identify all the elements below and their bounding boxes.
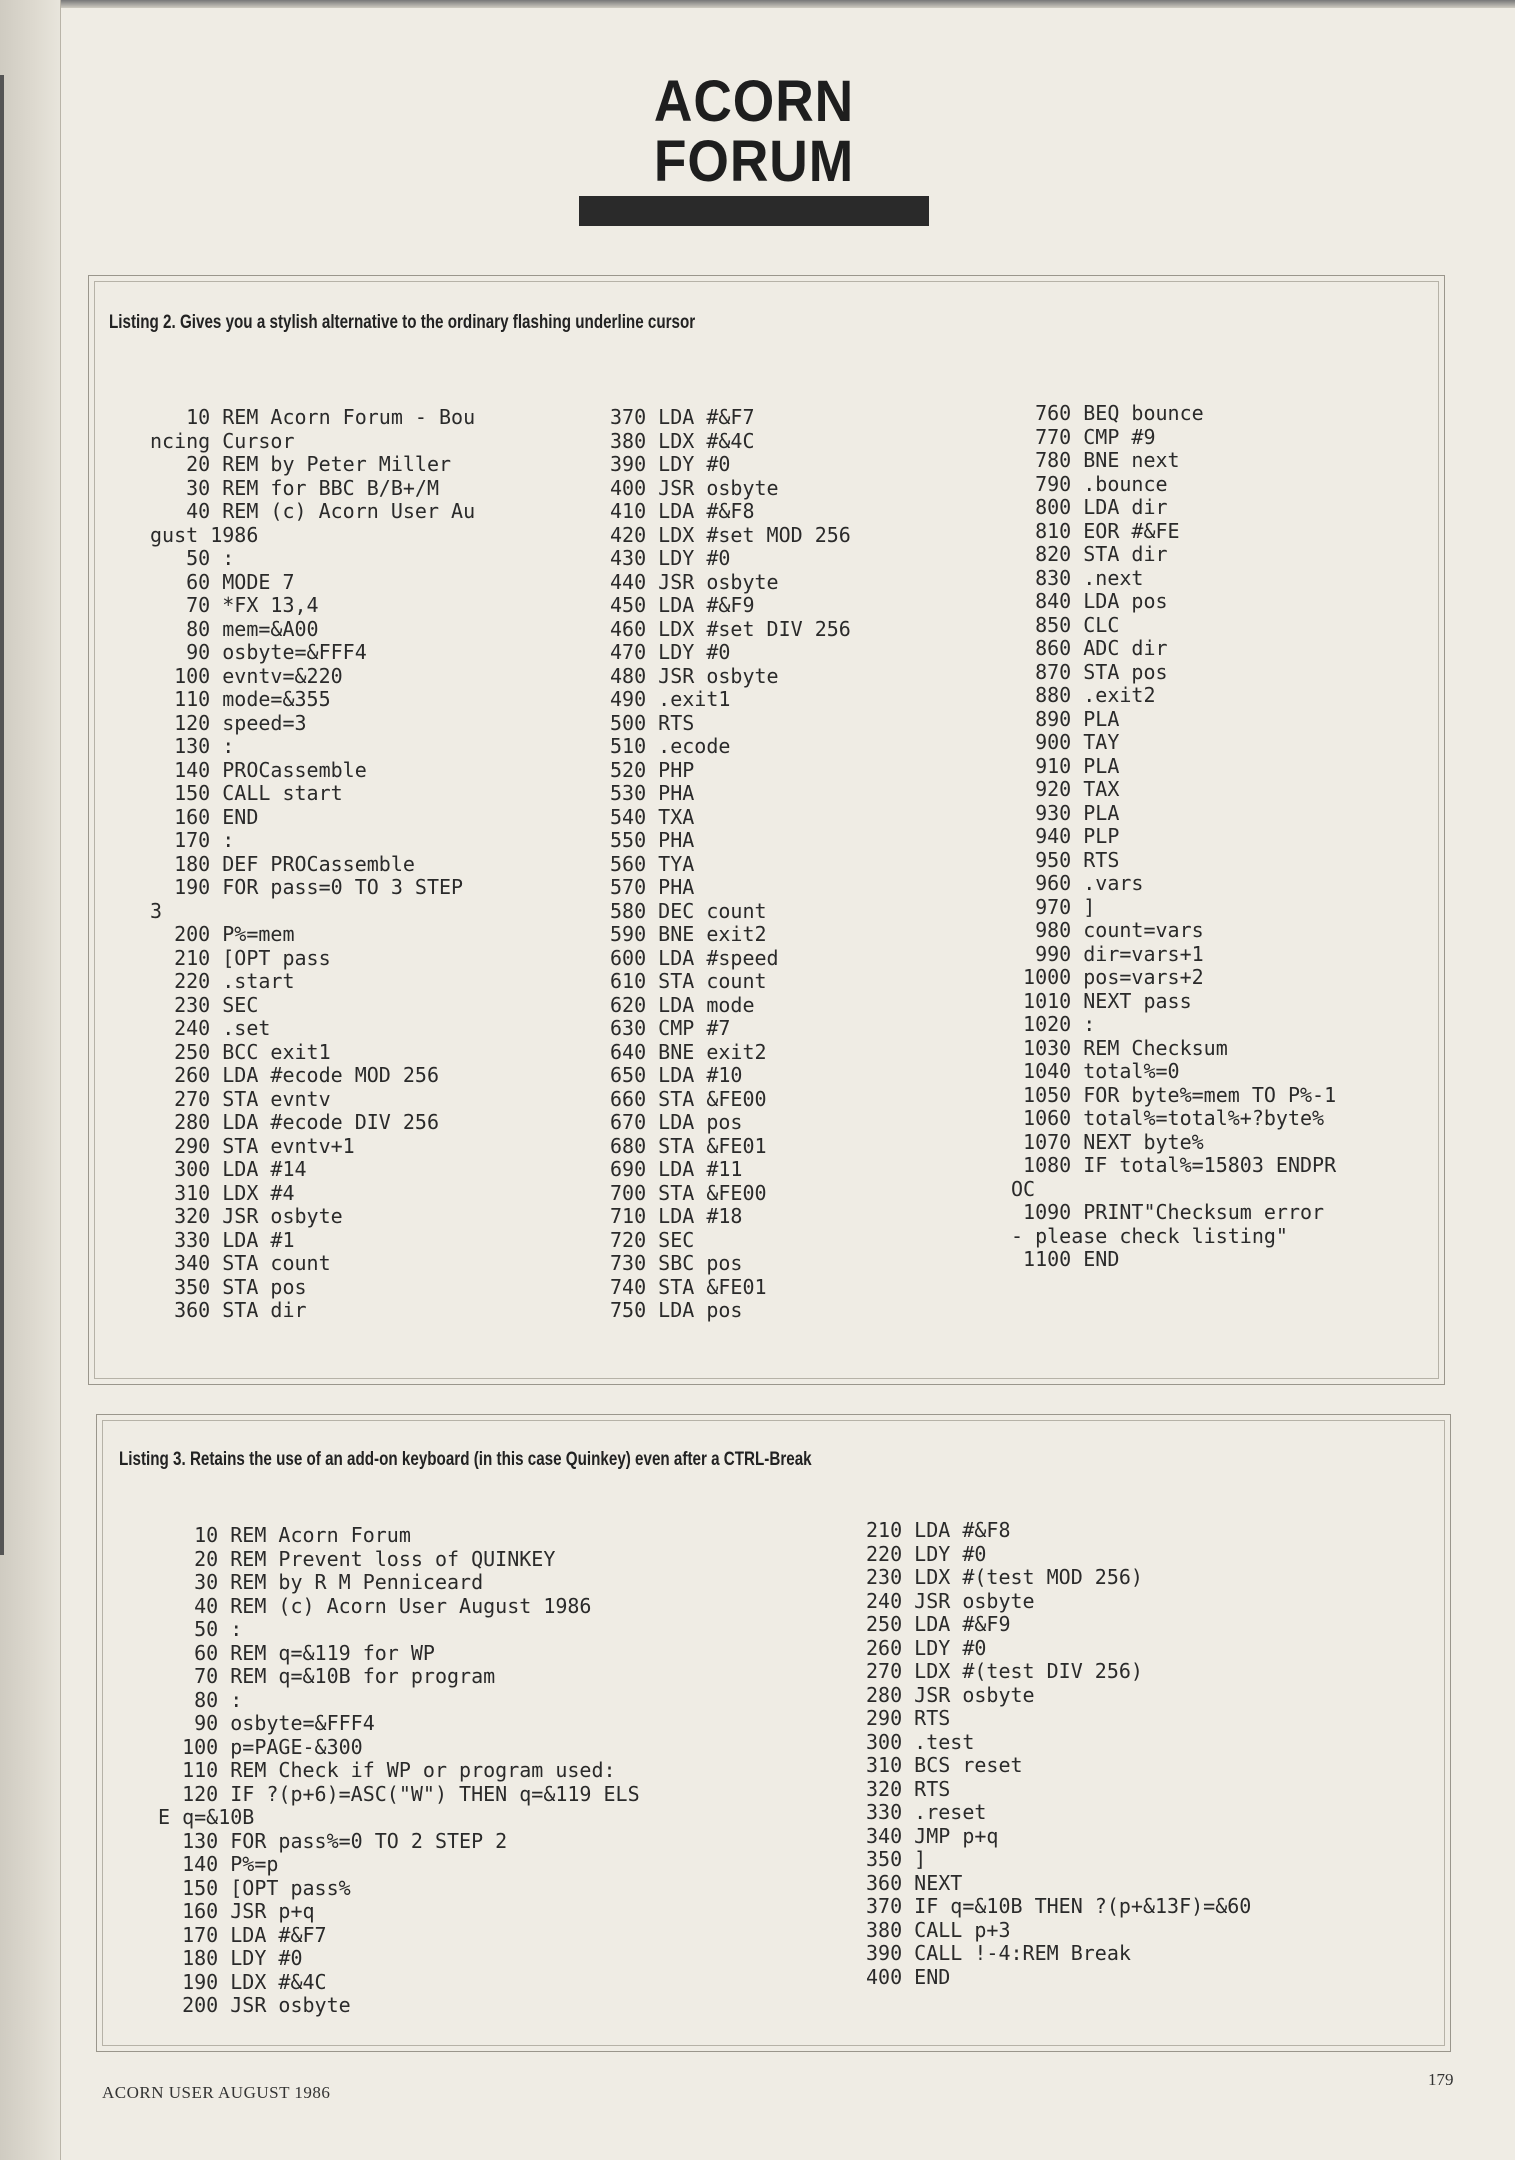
code-line: 660 STA &FE00 (610, 1086, 767, 1111)
code-line: 130 : (150, 734, 235, 758)
code-line: 260 LDY #0 (866, 1635, 987, 1660)
code-line: 260 LDA #ecode MOD 256 (150, 1063, 439, 1087)
code-line: 240 JSR osbyte (866, 1588, 1035, 1613)
code-line: 570 PHA (610, 875, 695, 899)
code-line: 820 STA dir (1011, 542, 1168, 566)
code-line: 390 CALL !-4:REM Break (866, 1941, 1131, 1965)
code-line: 700 STA &FE00 (610, 1180, 767, 1205)
code-line: 190 LDX #&4C (158, 1969, 327, 1994)
code-line: 540 TXA (610, 804, 695, 829)
code-line: 230 SEC (150, 992, 259, 1017)
code-line: 150 [OPT pass% (158, 1875, 351, 1900)
code-line: ncing Cursor (150, 428, 295, 453)
code-line: 380 LDX #&4C (610, 428, 755, 453)
code-line: 610 STA count (610, 969, 767, 993)
code-line: 740 STA &FE01 (610, 1274, 767, 1299)
code-line: 20 REM Prevent loss of QUINKEY (158, 1546, 556, 1571)
code-line: 170 : (150, 828, 235, 852)
code-line: 530 PHA (610, 781, 695, 805)
code-line: 230 LDX #(test MOD 256) (866, 1565, 1143, 1589)
code-line: 770 CMP #9 (1011, 424, 1156, 449)
code-line: 470 LDY #0 (610, 640, 731, 664)
code-line: 30 REM for BBC B/B+/M (150, 475, 439, 500)
listing-2-column-2 (610, 406, 851, 1323)
code-line: 330 LDA #1 (150, 1227, 295, 1252)
code-line: 970 ] (1011, 894, 1096, 919)
code-line: 420 LDX #set MOD 256 (610, 522, 851, 547)
code-line: 140 P%=p (158, 1852, 279, 1876)
code-line: 650 LDA #10 (610, 1063, 743, 1087)
code-line: 20 REM by Peter Miller (150, 452, 452, 476)
code-line: 410 LDA #&F8 (610, 499, 755, 523)
code-line: 1030 REM Checksum (1011, 1035, 1228, 1060)
code-line: 50 : (150, 546, 235, 570)
code-line: 450 LDA #&F9 (610, 593, 755, 617)
code-line: 990 dir=vars+1 (1011, 941, 1204, 966)
code-line: 550 PHA (610, 828, 695, 852)
code-line: 590 BNE exit2 (610, 922, 767, 946)
code-line: 70 REM q=&10B for program (158, 1664, 496, 1688)
code-line: 200 JSR osbyte (158, 1993, 351, 2017)
code-line: 50 : (158, 1617, 243, 1641)
code-line: 940 PLP (1011, 824, 1120, 848)
code-line: 440 JSR osbyte (610, 569, 779, 594)
code-line: 1060 total%=total%+?byte% (1011, 1106, 1325, 1130)
code-line: 320 JSR osbyte (150, 1204, 343, 1228)
code-line: 360 NEXT (866, 1870, 963, 1895)
listing-3-column-2 (866, 1519, 1251, 1989)
code-line: 340 JMP p+q (866, 1823, 999, 1848)
code-line: 690 LDA #11 (610, 1157, 743, 1181)
masthead (579, 69, 929, 226)
code-line: 110 mode=&355 (150, 687, 331, 711)
code-line: 160 END (150, 804, 259, 829)
code-line: E q=&10B (158, 1805, 255, 1829)
code-line: 870 STA pos (1011, 659, 1168, 684)
code-line: 380 CALL p+3 (866, 1917, 1011, 1942)
code-line: 270 STA evntv (150, 1086, 331, 1111)
code-line: 280 JSR osbyte (866, 1682, 1035, 1707)
code-line: 300 .test (866, 1729, 975, 1754)
code-line: 300 LDA #14 (150, 1157, 307, 1181)
code-line: 290 RTS (866, 1706, 951, 1730)
facing-page-edge (0, 0, 61, 2160)
code-line: 130 FOR pass%=0 TO 2 STEP 2 (158, 1828, 508, 1853)
listing-2-caption: Listing 2. Gives you a stylish alternative to the ordinary flashing underline cursor (109, 312, 696, 333)
code-line: OC (1011, 1176, 1036, 1201)
code-line: - please check listing" (1011, 1223, 1288, 1248)
code-line: 1100 END (1011, 1247, 1120, 1271)
code-line: 490 .exit1 (610, 687, 731, 711)
code-line: 960 .vars (1011, 871, 1144, 895)
code-line: 80 mem=&A00 (150, 616, 319, 641)
code-line: 320 RTS (866, 1776, 951, 1801)
code-line: 120 IF ?(p+6)=ASC("W") THEN q=&119 ELS (158, 1781, 640, 1806)
code-line: 350 ] (866, 1847, 927, 1871)
code-line: 100 evntv=&220 (150, 663, 343, 688)
code-line: 190 FOR pass=0 TO 3 STEP (150, 875, 464, 899)
code-line: 30 REM by R M Penniceard (158, 1570, 484, 1594)
code-line: 1070 NEXT byte% (1011, 1129, 1204, 1154)
code-line: 220 LDY #0 (866, 1541, 987, 1566)
code-line: gust 1986 (150, 522, 259, 547)
code-line: 40 REM (c) Acorn User August 1986 (158, 1593, 592, 1618)
code-line: 280 LDA #ecode DIV 256 (150, 1110, 439, 1134)
code-line: 110 REM Check if WP or program used: (158, 1758, 616, 1782)
code-line: 180 DEF PROCassemble (150, 851, 415, 876)
code-line: 430 LDY #0 (610, 546, 731, 570)
code-line: 500 RTS (610, 710, 695, 735)
code-line: 1090 PRINT"Checksum error (1011, 1200, 1325, 1224)
code-line: 350 STA pos (150, 1274, 307, 1299)
code-line: 210 LDA #&F8 (866, 1518, 1011, 1542)
code-line: 170 LDA #&F7 (158, 1922, 327, 1947)
listing-3-column-1 (158, 1524, 640, 2018)
code-line: 670 LDA pos (610, 1110, 743, 1134)
code-line: 220 .start (150, 969, 295, 993)
code-line: 360 STA dir (150, 1298, 307, 1322)
code-line: 70 *FX 13,4 (150, 593, 319, 617)
code-line: 200 P%=mem (150, 922, 295, 946)
code-line: 10 REM Acorn Forum - Bou (150, 405, 476, 429)
code-line: 860 ADC dir (1011, 636, 1168, 660)
code-line: 1000 pos=vars+2 (1011, 965, 1204, 989)
code-line: 150 CALL start (150, 781, 343, 805)
code-line: 1050 FOR byte%=mem TO P%-1 (1011, 1082, 1337, 1107)
code-line: 310 LDX #4 (150, 1180, 295, 1205)
code-line: 290 STA evntv+1 (150, 1133, 355, 1158)
code-line: 1080 IF total%=15803 ENDPR (1011, 1153, 1337, 1177)
title-underline-bar (579, 196, 929, 226)
code-line: 900 TAY (1011, 730, 1120, 754)
code-line: 800 LDA dir (1011, 495, 1168, 519)
code-line: 3 (150, 898, 163, 923)
listing-3-caption: Listing 3. Retains the use of an add-on keyboard (in this case Quinkey) even after a CTRL-Break (119, 1449, 812, 1470)
code-line: 370 IF q=&10B THEN ?(p+&13F)=&60 (866, 1894, 1252, 1918)
code-line: 480 JSR osbyte (610, 663, 779, 688)
code-line: 880 .exit2 (1011, 683, 1156, 707)
code-line: 840 LDA pos (1011, 589, 1168, 613)
code-line: 950 RTS (1011, 847, 1120, 872)
code-line: 310 BCS reset (866, 1753, 1023, 1777)
code-line: 630 CMP #7 (610, 1016, 731, 1040)
page-top-edge (0, 0, 1515, 8)
code-line: 890 PLA (1011, 706, 1120, 731)
code-line: 720 SEC (610, 1227, 695, 1252)
code-line: 240 .set (150, 1016, 271, 1040)
code-line: 60 MODE 7 (150, 569, 295, 594)
code-line: 90 osbyte=&FFF4 (158, 1711, 375, 1735)
footer-magazine: ACORN USER AUGUST 1986 (102, 2083, 331, 2102)
code-line: 510 .ecode (610, 734, 731, 758)
code-line: 340 STA count (150, 1251, 331, 1275)
code-line: 1020 : (1011, 1012, 1096, 1036)
code-line: 370 LDA #&F7 (610, 405, 755, 429)
code-line: 250 BCC exit1 (150, 1039, 331, 1064)
code-line: 910 PLA (1011, 753, 1120, 778)
code-line: 920 TAX (1011, 777, 1120, 801)
code-line: 730 SBC pos (610, 1251, 743, 1275)
code-line: 100 p=PAGE-&300 (158, 1734, 363, 1759)
code-line: 1010 NEXT pass (1011, 988, 1192, 1013)
code-line: 640 BNE exit2 (610, 1039, 767, 1064)
footer-page-number: 179 (1428, 2070, 1454, 2089)
code-line: 750 LDA pos (610, 1298, 743, 1322)
code-line: 250 LDA #&F9 (866, 1612, 1011, 1636)
listing-2-column-3 (1011, 402, 1336, 1272)
code-line: 780 BNE next (1011, 448, 1180, 472)
code-line: 620 LDA mode (610, 992, 755, 1017)
code-line: 520 PHP (610, 757, 695, 782)
code-line: 1040 total%=0 (1011, 1059, 1180, 1083)
code-line: 760 BEQ bounce (1011, 401, 1204, 425)
code-line: 710 LDA #18 (610, 1204, 743, 1228)
code-line: 180 LDY #0 (158, 1946, 303, 1970)
listing-2-column-1 (150, 406, 475, 1323)
code-line: 680 STA &FE01 (610, 1133, 767, 1158)
code-line: 210 [OPT pass (150, 945, 331, 970)
code-line: 600 LDA #speed (610, 945, 779, 970)
code-line: 400 JSR osbyte (610, 475, 779, 500)
code-line: 830 .next (1011, 565, 1144, 590)
code-line: 140 PROCassemble (150, 757, 367, 782)
code-line: 850 CLC (1011, 612, 1120, 637)
code-line: 460 LDX #set DIV 256 (610, 616, 851, 641)
code-line: 560 TYA (610, 851, 695, 876)
code-line: 980 count=vars (1011, 918, 1204, 942)
code-line: 580 DEC count (610, 898, 767, 923)
code-line: 10 REM Acorn Forum (158, 1523, 411, 1547)
code-line: 40 REM (c) Acorn User Au (150, 499, 476, 523)
code-line: 330 .reset (866, 1800, 987, 1824)
code-line: 390 LDY #0 (610, 452, 731, 476)
code-line: 270 LDX #(test DIV 256) (866, 1659, 1143, 1683)
code-line: 120 speed=3 (150, 710, 307, 735)
code-line: 160 JSR p+q (158, 1899, 315, 1923)
code-line: 790 .bounce (1011, 471, 1168, 496)
code-line: 80 : (158, 1687, 243, 1712)
code-line: 60 REM q=&119 for WP (158, 1640, 435, 1665)
code-line: 810 EOR #&FE (1011, 518, 1180, 543)
code-line: 930 PLA (1011, 800, 1120, 825)
code-line: 400 END (866, 1964, 951, 1989)
code-line: 90 osbyte=&FFF4 (150, 640, 367, 664)
section-title: ACORN FORUM (653, 69, 855, 194)
